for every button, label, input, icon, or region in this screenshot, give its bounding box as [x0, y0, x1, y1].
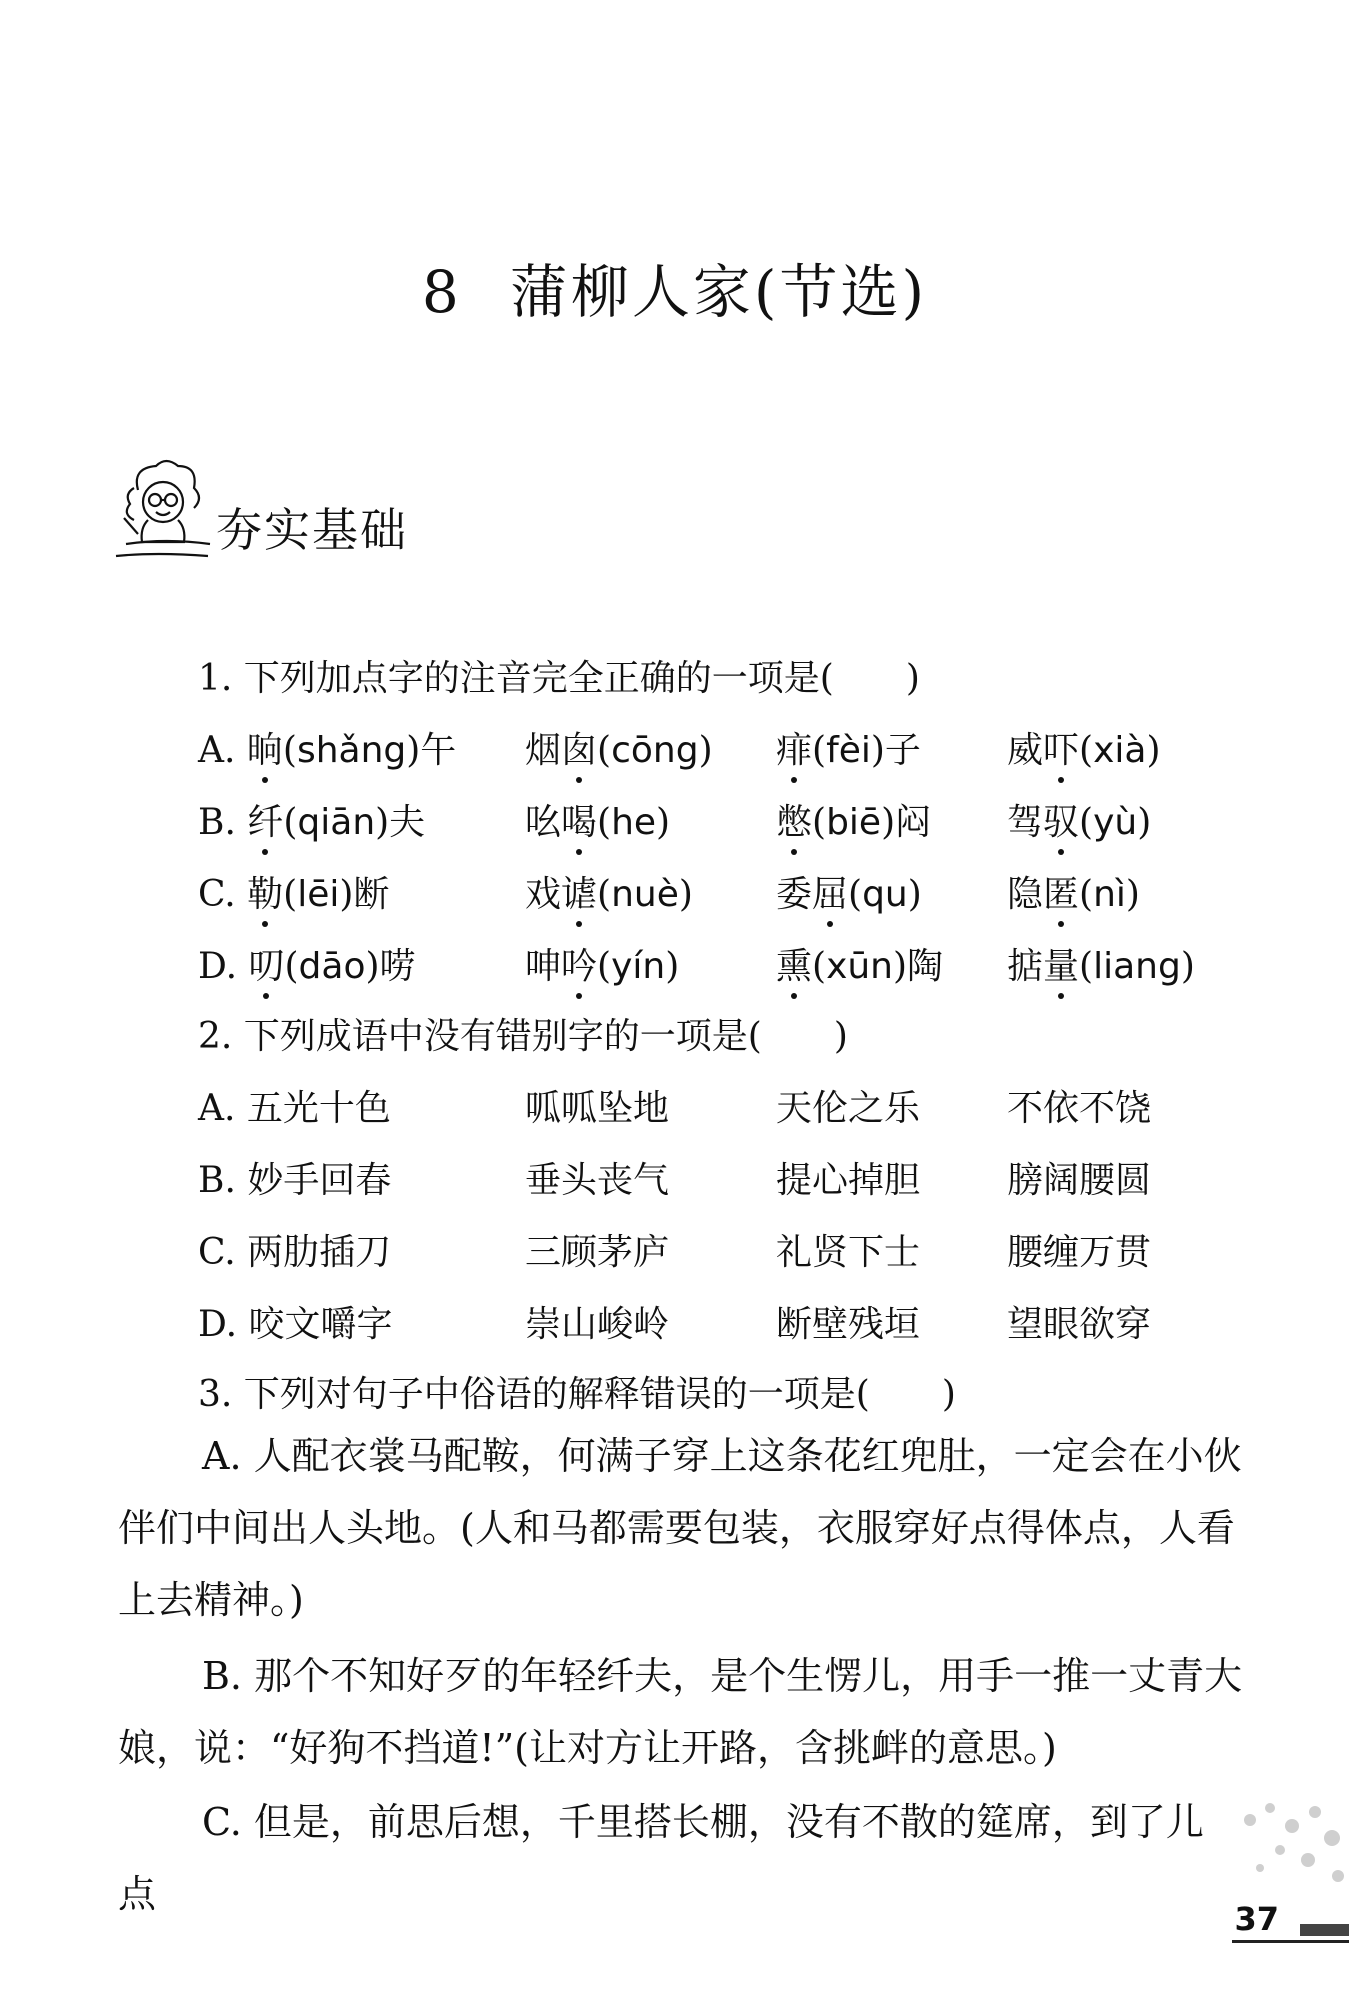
- q2-option-a-1: A. 五光十色: [198, 1088, 391, 1129]
- q1-option-b-3: 憋(biē)闷: [776, 794, 931, 845]
- q1-option-d: D. 叨(dāo)唠: [198, 938, 416, 989]
- q1-option-a: A. 晌(shǎng)午: [198, 722, 456, 773]
- q1-option-b-2: 吆喝(he): [525, 794, 670, 845]
- q2-option-a-4: 不依不饶: [1007, 1088, 1152, 1129]
- section-label: 夯实基础: [216, 503, 408, 557]
- q1-option-c: C. 勒(lēi)断: [198, 866, 389, 917]
- question-1-stem: 1. 下列加点字的注音完全正确的一项是( ): [198, 658, 920, 699]
- q1-option-a-4: 威吓(xià): [1007, 722, 1161, 773]
- q2-option-c-3: 礼贤下士: [776, 1232, 921, 1273]
- q2-option-b-1: B. 妙手回春: [198, 1160, 392, 1201]
- corner-decoration-icon: [1220, 1790, 1349, 1900]
- q1-option-d-2: 呻吟(yín): [525, 938, 679, 989]
- q3-option-a: [118, 1420, 1248, 1636]
- q1-option-b: B. 纤(qiān)夫: [198, 794, 425, 845]
- lesson-title: 蒲柳人家(节选): [509, 258, 928, 326]
- question-3-stem: 3. 下列对句子中俗语的解释错误的一项是( ): [198, 1374, 956, 1415]
- q2-option-b-4: 膀阔腰圆: [1007, 1160, 1152, 1201]
- q3-option-c-text: C. 但是，前思后想，千里搭长棚，没有不散的筵席，到了儿点: [118, 1800, 1204, 1916]
- q2-option-d-4: 望眼欲穿: [1007, 1304, 1152, 1345]
- q2-option-d-1: D. 咬文嚼字: [198, 1304, 393, 1345]
- q2-option-d-2: 崇山峻岭: [525, 1304, 670, 1345]
- q3-option-a-text: A. 人配衣裳马配鞍，何满子穿上这条花红兜肚，一定会在小伙伴们中间出人头地。(人和马都需要包装，衣服穿好点得体点，人看上去精神。): [118, 1434, 1242, 1622]
- q2-option-a-2: 呱呱坠地: [525, 1088, 670, 1129]
- q2-option-a-3: 天伦之乐: [776, 1088, 921, 1129]
- page-number-bar-accent: [1300, 1924, 1349, 1936]
- q1-option-d-4: 掂量(liang): [1007, 938, 1195, 989]
- q2-option-c-2: 三顾茅庐: [525, 1232, 670, 1273]
- page-title: [0, 245, 1349, 329]
- q1-option-d-3: 熏(xūn)陶: [776, 938, 943, 989]
- q1-option-c-3: 委屈(qu): [776, 866, 922, 917]
- q3-option-c: [118, 1786, 1218, 1930]
- q1-option-b-4: 驾驭(yù): [1007, 794, 1151, 845]
- q2-option-d-3: 断壁残垣: [776, 1304, 921, 1345]
- q2-option-b-3: 提心掉胆: [776, 1160, 921, 1201]
- student-mascot-icon: [108, 458, 214, 564]
- q2-option-c-4: 腰缠万贯: [1007, 1232, 1152, 1273]
- q2-option-c-1: C. 两肋插刀: [198, 1232, 392, 1273]
- q3-option-b: [118, 1640, 1248, 1784]
- q1-option-a-3: 痱(fèi)子: [776, 722, 921, 773]
- q1-option-c-4: 隐匿(nì): [1007, 866, 1140, 917]
- q1-option-a-2: 烟囱(cōng): [525, 722, 713, 773]
- page-number: 37: [1234, 1900, 1279, 1938]
- question-2-stem: 2. 下列成语中没有错别字的一项是( ): [198, 1016, 848, 1057]
- lesson-number: 8: [421, 258, 462, 326]
- q1-option-c-2: 戏谑(nuè): [525, 866, 693, 917]
- q3-option-b-text: B. 那个不知好歹的年轻纤夫，是个生愣儿，用手一推一丈青大娘，说：“好狗不挡道!”(让对方让开路，含挑衅的意思。): [118, 1654, 1243, 1770]
- page-number-rule: [1232, 1940, 1349, 1943]
- q2-option-b-2: 垂头丧气: [525, 1160, 670, 1201]
